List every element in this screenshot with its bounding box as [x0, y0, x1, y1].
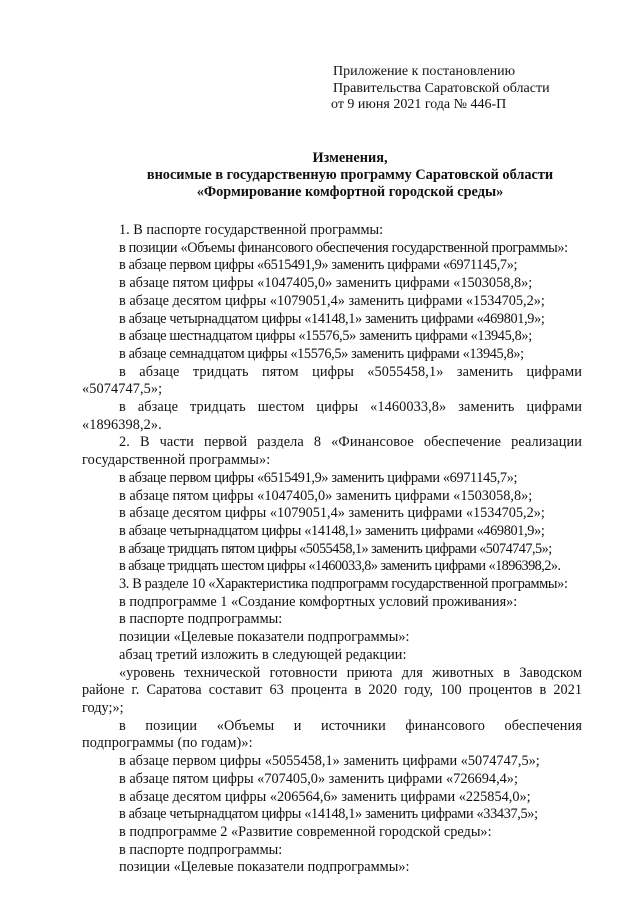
document-title	[80, 150, 620, 201]
title-line-3: «Формирование комфортной городской среды»	[196, 184, 504, 200]
paragraph: в абзаце четырнадцатом цифры «14148,1» заменить цифрами «33437,5»;	[119, 806, 538, 823]
annex-line-3: от 9 июня 2021 года № 446-П	[331, 97, 507, 112]
paragraph: в абзаце тридцать пятом цифры «5055458,1» заменить цифрами «5074747,5»;	[82, 363, 582, 398]
title-line-1: Изменения,	[312, 150, 388, 166]
paragraph: в паспорте подпрограммы:	[119, 841, 283, 858]
paragraph: в паспорте подпрограммы:	[119, 611, 283, 628]
paragraph: в абзаце тридцать шестом цифры «1460033,8» заменить цифрами «1896398,2».	[82, 399, 582, 433]
document-body	[82, 222, 582, 877]
paragraph: в абзаце пятом цифры «1047405,0» заменить цифрами «1503058,8»;	[119, 275, 533, 292]
paragraph: в подпрограмме 2 «Развитие современной городской среды»:	[119, 823, 492, 840]
paragraph: в абзаце семнадцатом цифры «15576,5» заменить цифрами «13945,8»;	[119, 345, 524, 362]
paragraph: в абзаце четырнадцатом цифры «14148,1» заменить цифрами «469801,9»;	[119, 310, 545, 327]
paragraph: в абзаце десятом цифры «1079051,4» заменить цифрами «1534705,2»;	[119, 505, 545, 522]
paragraph: в абзаце четырнадцатом цифры «14148,1» заменить цифрами «469801,9»;	[119, 522, 545, 539]
annex-line-2: Правительства Саратовской области	[333, 80, 550, 96]
paragraph: 3. В разделе 10 «Характеристика подпрограмм государственной программы»:	[119, 576, 568, 593]
paragraph: в позиции «Объемы финансового обеспечения государственной программы»:	[119, 239, 568, 256]
paragraph: в позиции «Объемы и источники финансового обеспечения подпрограммы (по годам)»:	[82, 717, 582, 752]
paragraph: в подпрограмме 1 «Создание комфортных условий проживания»:	[119, 593, 518, 610]
paragraph: в абзаце десятом цифры «1079051,4» заменить цифрами «1534705,2»;	[119, 292, 545, 309]
paragraph: 1. В паспорте государственной программы:	[119, 222, 384, 238]
paragraph: позиции «Целевые показатели подпрограммы»:	[119, 859, 410, 876]
paragraph: в абзаце первом цифры «6515491,9» заменить цифрами «6971145,7»;	[119, 469, 518, 486]
paragraph: в абзаце шестнадцатом цифры «15576,5» заменить цифрами «13945,8»;	[119, 328, 532, 345]
annex-header	[333, 64, 550, 114]
paragraph: в абзаце десятом цифры «206564,6» заменить цифрами «225854,0»;	[119, 788, 531, 805]
title-line-2: вносимые в государственную программу Саратовской области	[146, 167, 554, 183]
paragraph: в абзаце первом цифры «5055458,1» заменить цифрами «5074747,5»;	[119, 753, 540, 770]
paragraph: в абзаце тридцать шестом цифры «1460033,8» заменить цифрами «1896398,2».	[119, 558, 561, 575]
paragraph: в абзаце пятом цифры «707405,0» заменить цифрами «726694,4»;	[119, 770, 518, 787]
paragraph: абзац третий изложить в следующей редакции:	[119, 646, 407, 663]
paragraph: «уровень технической готовности приюта для животных в Заводском районе г. Саратова составит 63 процента в 2020 году, 100 процентов в 2021 году;»;	[82, 664, 582, 716]
paragraph: 2. В части первой раздела 8 «Финансовое обеспечение реализации государственной программы»:	[82, 434, 582, 469]
paragraph: позиции «Целевые показатели подпрограммы»:	[119, 629, 410, 646]
paragraph: в абзаце пятом цифры «1047405,0» заменить цифрами «1503058,8»;	[119, 487, 533, 504]
annex-line-1: Приложение к постановлению	[333, 64, 516, 79]
paragraph: в абзаце первом цифры «6515491,9» заменить цифрами «6971145,7»;	[119, 257, 518, 274]
paragraph: в абзаце тридцать пятом цифры «5055458,1» заменить цифрами «5074747,5»;	[119, 540, 552, 557]
